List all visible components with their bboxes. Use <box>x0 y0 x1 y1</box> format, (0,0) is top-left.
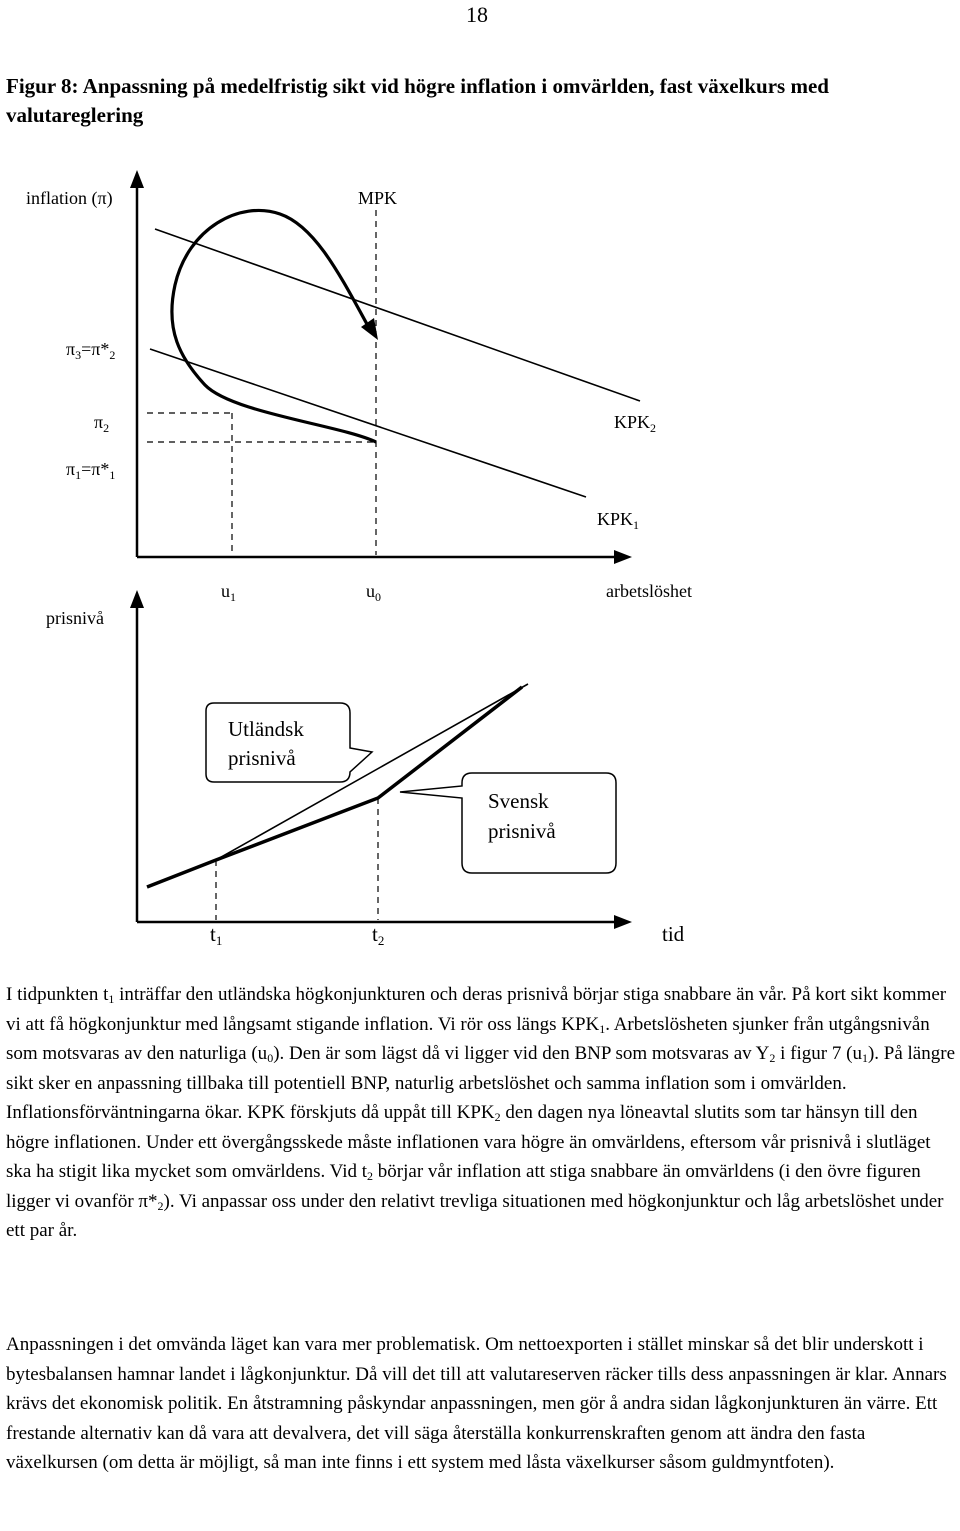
t1-label: t1 <box>210 922 223 948</box>
upper-x-axis-label: arbetslöshet <box>606 581 692 601</box>
upper-y-axis-label: inflation (π) <box>26 188 113 208</box>
lower-y-axis-arrowhead <box>130 590 144 608</box>
lower-x-axis-label: tid <box>662 922 685 946</box>
figure-caption: Figur 8: Anpassning på medelfristig sikt vid högre inflation i omvärlden, fast växelkurs med valutareglering <box>6 74 829 127</box>
svg-text:Utländsk: Utländsk <box>228 717 304 741</box>
u1-label: $u_1$ <box>221 581 236 604</box>
callout-swedish-price-level <box>400 773 616 873</box>
mpk-label: MPK <box>358 188 398 208</box>
lower-figure <box>46 590 685 948</box>
page-number: 18 <box>466 2 488 27</box>
kpk2-label: $KPK_2$ <box>614 412 657 435</box>
pi2-label: $\pi_2$ <box>94 412 110 435</box>
callout-foreign-price-level <box>206 703 372 782</box>
svg-text:Svensk: Svensk <box>488 789 549 813</box>
paragraph-1: I tidpunkten $t_1$ inträffar den utländska högkonjunkturen och deras prisnivå börjar stiga snabbare än vår. På kort sikt kommer vi att få högkonjunktur med långsamt stigande inflation. Vi rör oss längs $KPK_1$. Arbetslösheten sjunker från utgångsnivån som motsvaras av den naturliga $(u_0)$. Den är som lägst då vi ligger vid den BNP som motsvaras av $Y_2$ i figur 7 $(u_1)$. På längre sikt sker en anpassning tillbaka till potentiell BNP, naturlig arbetslöshet och samma inflation som i omvärlden. Inflationsförväntningarna ökar. KPK förskjuts då uppåt till $KPK_2$ den dagen nya löneavtal slutits som tar hänsyn till den högre inflationen. Under ett övergångsskede måste inflationen vara högre än omvärldens, eftersom vår prisnivå i slutläget ska ha stigit lika mycket som omvärldens. Vid $t_2$ börjar vår inflation att stiga snabbare än omvärldens (i den övre figuren ligger vi ovanför $\pi*_2$). Vi anpassar oss under den relativt trevliga situationen med högkonjunktur och låg arbetslöshet under ett par år. <box>6 984 956 1241</box>
upper-x-axis-arrowhead <box>614 550 632 564</box>
svg-text:prisnivå: prisnivå <box>488 819 556 843</box>
upper-figure <box>26 170 692 604</box>
pi3-label: $\pi_3=\pi*_2$ <box>66 339 116 362</box>
paragraph-2: Anpassningen i det omvända läget kan vara mer problematisk. Om nettoexporten i stället minskar så det blir underskott i bytesbalansen hamnar landet i lågkonjunktur. Då vill det till att valutareserven räcker tills dess anpassningen är klar. Annars krävs det ekonomisk politik. En åtstramning påskyndar anpassningen, men gör å andra sidan lågkonjunkturen än värre. Ett frestande alternativ kan då vara att devalvera, det vill säga återställa konkurrenskraften genom att ändra den fasta växelkursen (om detta är möjligt, så man inte finns i ett system med låsta växelkurser såsom guldmyntfoten). <box>6 1334 947 1473</box>
u0-label: $u_0$ <box>366 581 381 604</box>
svg-text:prisnivå: prisnivå <box>228 746 296 770</box>
upper-y-axis-arrowhead <box>130 170 144 188</box>
pi1-label: $\pi_1=\pi*_1$ <box>66 459 116 482</box>
kpk1-label: $KPK_1$ <box>597 509 640 532</box>
t2-label: t2 <box>372 922 385 948</box>
kpk1-curve <box>150 349 586 497</box>
lower-y-axis-label: prisnivå <box>46 608 104 628</box>
lower-x-axis-arrowhead <box>614 915 632 929</box>
